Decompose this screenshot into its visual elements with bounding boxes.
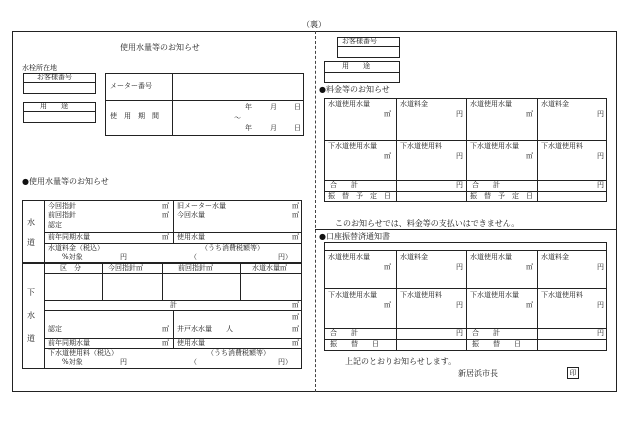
customer-no-label-right: お客様番号 — [342, 37, 377, 45]
notice-page: （裏） 使用水量等のお知らせ 水栓所在地 お客様番号 用 途 メーター番号 使 用 期 間 年 月 日 〜 年 月 日 ●使用水量等のお知らせ 水 道 今回指針 前回指針 認定 ㎥ ㎥ 旧メーター水量 今回水量 ㎥ ㎥ 前年同期水量 ㎥ 使用水量 ㎥ 水道料金（税込） （うち消費税額等） %対象 円 （ 円） 下 水 道 区 分 今回指針㎥ 前回指針㎥ 水道水量㎥ 計 ㎥ ㎥ 認定 ㎥ 井戸水水量 人 ㎥ 前年同期水量 ㎥ 使用水量 ㎥ 下水道使用料（税込） （うち消費税額等） %対象 円 （ 円） お客様番号 用 途 ●料金等のお知らせ 水道使用水量 ㎥ 水道料金 円 水道使用水量 ㎥ 水道料金 円 下水道使用水量 ㎥ 下水道使用料 円 下水道使用水量 ㎥ 下水道使用料 円 合 計 円 合 計 円 振 替 予 定 日 振 替 予 定 日 このお知らせでは、料金等の支払いはできません。 ●口座振替済通知書 水道使用水量 ㎥ 水道料金 円 水道使用水量 ㎥ 水道料金 円 下水道使用水量 ㎥ 下水道使用料 円 下水道使用水量 ㎥ 下水道使用料 円 合 計 円 合 計 円 振 替 日 振 替 日 上記のとおりお知らせします。 新居浜市長 印 — [0, 0, 630, 439]
meter-location-label: 水栓所在地 — [22, 64, 57, 72]
transfer-section-title: ●口座振替済通知書 — [319, 232, 390, 241]
fee-section-title: ●料金等のお知らせ — [319, 85, 390, 94]
period-label: 使 用 期 間 — [110, 112, 159, 120]
period-tilde: 〜 — [234, 114, 241, 122]
usage-label-right: 用 途 — [342, 62, 370, 70]
customer-no-label-left: お客様番号 — [37, 73, 72, 81]
mayor-label: 新居浜市長 — [458, 369, 498, 378]
center-fold-line — [315, 31, 316, 392]
usage-label-left: 用 途 — [40, 102, 68, 110]
meter-no-label: メーター番号 — [110, 82, 152, 90]
back-side-label: （裏） — [302, 20, 326, 29]
footer-notice: 上記のとおりお知らせします。 — [345, 357, 457, 366]
seal-stamp: 印 — [567, 367, 579, 379]
payment-notice: このお知らせでは、料金等の支払いはできません。 — [335, 219, 520, 228]
left-title: 使用水量等のお知らせ — [120, 43, 200, 52]
usage-section-title: ●使用水量等のお知らせ — [22, 177, 109, 186]
